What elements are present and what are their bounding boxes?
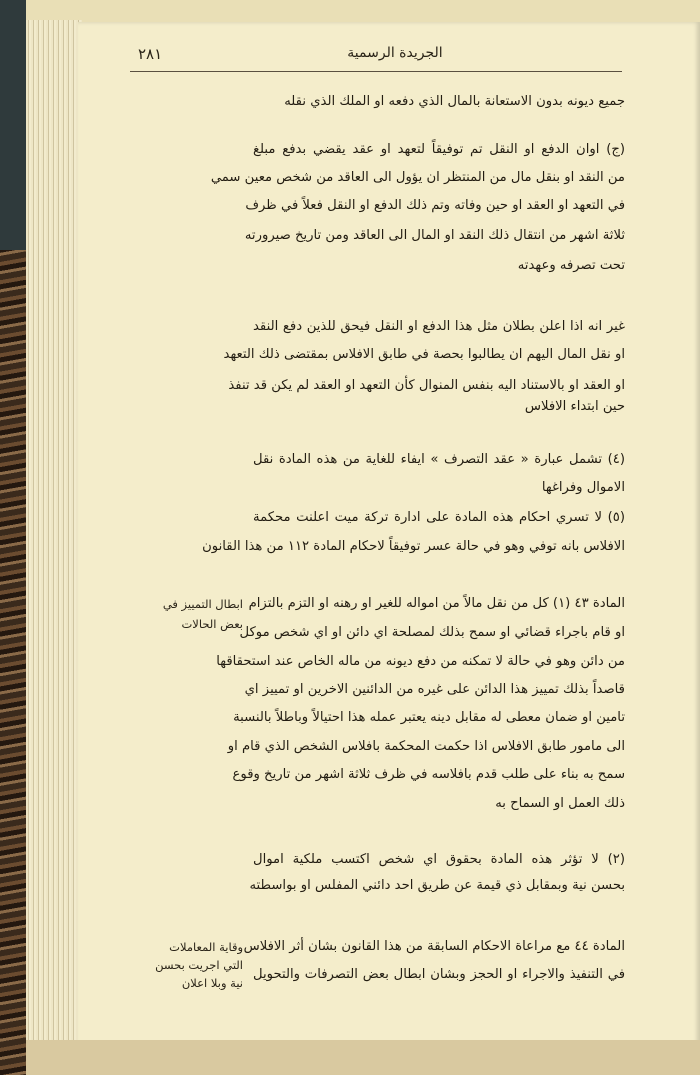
page-bottom-edge bbox=[26, 1040, 700, 1075]
page-edges bbox=[26, 20, 82, 1060]
text-line: حين ابتداء الافلاس bbox=[524, 399, 625, 414]
text-line: الافلاس بانه توفي وهو في حالة عسر توفيقاً لاحكام المادة ١١٢ من هذا القانون bbox=[202, 539, 625, 554]
text-line: جميع ديونه بدون الاستعانة بالمال الذي دفعه او الملك الذي نقله bbox=[284, 94, 625, 109]
text-line: في التعهد او العقد او حين وفاته وتم ذلك الدفع او النقل فعلاً في ظرف bbox=[245, 198, 625, 213]
margin-note-line: التي اجريت بحسن bbox=[155, 958, 243, 972]
text-line: تحت تصرفه وعهدته bbox=[517, 258, 625, 273]
text-line: الى مامور طابق الافلاس اذا حكمت المحكمة بافلاس الشخص الذي قام او bbox=[227, 739, 625, 754]
text-line: (٢) لا تؤثر هذه المادة بحقوق اي شخص اكتسب ملكية اموال bbox=[253, 852, 625, 867]
text-line: بحسن نية وبمقابل ذي قيمة عن طريق احد دائني المفلس او بواسطته bbox=[249, 878, 625, 893]
running-title: الجريدة الرسمية bbox=[347, 45, 443, 61]
text-line: المادة ٤٤ مع مراعاة الاحكام السابقة من هذا القانون بشان أثر الافلاس bbox=[243, 939, 625, 954]
text-line: غير انه اذا اعلن بطلان مثل هذا الدفع او النقل فيحق للذين دفع النقد bbox=[253, 319, 625, 334]
margin-note-line: نية وبلا اعلان bbox=[181, 976, 243, 990]
header-rule bbox=[130, 71, 622, 72]
book-cover bbox=[0, 0, 26, 250]
text-line: تامين او ضمان معطى له مقابل دينه يعتبر عمله هذا احتيالاً وباطلاً بالنسبة bbox=[233, 710, 625, 725]
text-line: (٤) تشمل عبارة « عقد التصرف » ايفاء للغاية من هذه المادة نقل bbox=[253, 452, 625, 467]
text-line: او قام باجراء قضائي او سمح بذلك لمصلحة اي دائن او اي شخص موكل bbox=[239, 625, 625, 640]
margin-note-line: بعض الحالات bbox=[181, 617, 243, 631]
text-line: من النقد او بنقل مال من المنتظر ان يؤول الى العاقد من شخص معين سمي bbox=[210, 170, 625, 185]
margin-note-line: وقاية المعاملات bbox=[169, 940, 243, 954]
page-number: ٢٨١ bbox=[138, 45, 163, 63]
text-line: الاموال وفراغها bbox=[541, 480, 625, 495]
text-line: من دائن وهو في حالة لا تمكنه من دفع ديونه من ماله الخاص عند استحقاقها bbox=[216, 654, 625, 669]
text-line: ثلاثة اشهر من انتقال ذلك النقد او المال الى العاقد ومن تاريخ صيرورته bbox=[244, 228, 625, 243]
text-line: المادة ٤٣ (١) كل من نقل مالاً من امواله للغير او رهنه او التزم بالتزام bbox=[248, 596, 625, 611]
text-line: سمح به بناء على طلب قدم بافلاسه في ظرف ثلاثة اشهر من تاريخ وقوع bbox=[232, 767, 625, 782]
text-line: او العقد او بالاستناد اليه بنفس المنوال كأن التعهد او العقد لم يكن قد تنفذ bbox=[228, 378, 625, 393]
text-line: او نقل المال اليهم ان يطالبوا بحصة في طابق الافلاس بمقتضى ذلك التعهد bbox=[223, 347, 625, 362]
text-line: ذلك العمل او السماح به bbox=[495, 796, 625, 811]
text-line: (ج) اوان الدفع او النقل تم توفيقاً لتعهد او عقد يقضي بدفع مبلغ bbox=[253, 142, 625, 157]
text-line: قاصداً بذلك تمييز هذا الدائن على غيره من الدائنين الاخرين او تمييز اي bbox=[244, 682, 625, 697]
text-line: في التنفيذ والاجراء او الحجز وبشان ابطال بعض التصرفات والتحويل bbox=[253, 967, 625, 982]
margin-note-line: ابطال التمييز في bbox=[162, 597, 243, 611]
text-line: (٥) لا تسري احكام هذه المادة على ادارة تركة ميت اعلنت محكمة bbox=[253, 510, 625, 525]
